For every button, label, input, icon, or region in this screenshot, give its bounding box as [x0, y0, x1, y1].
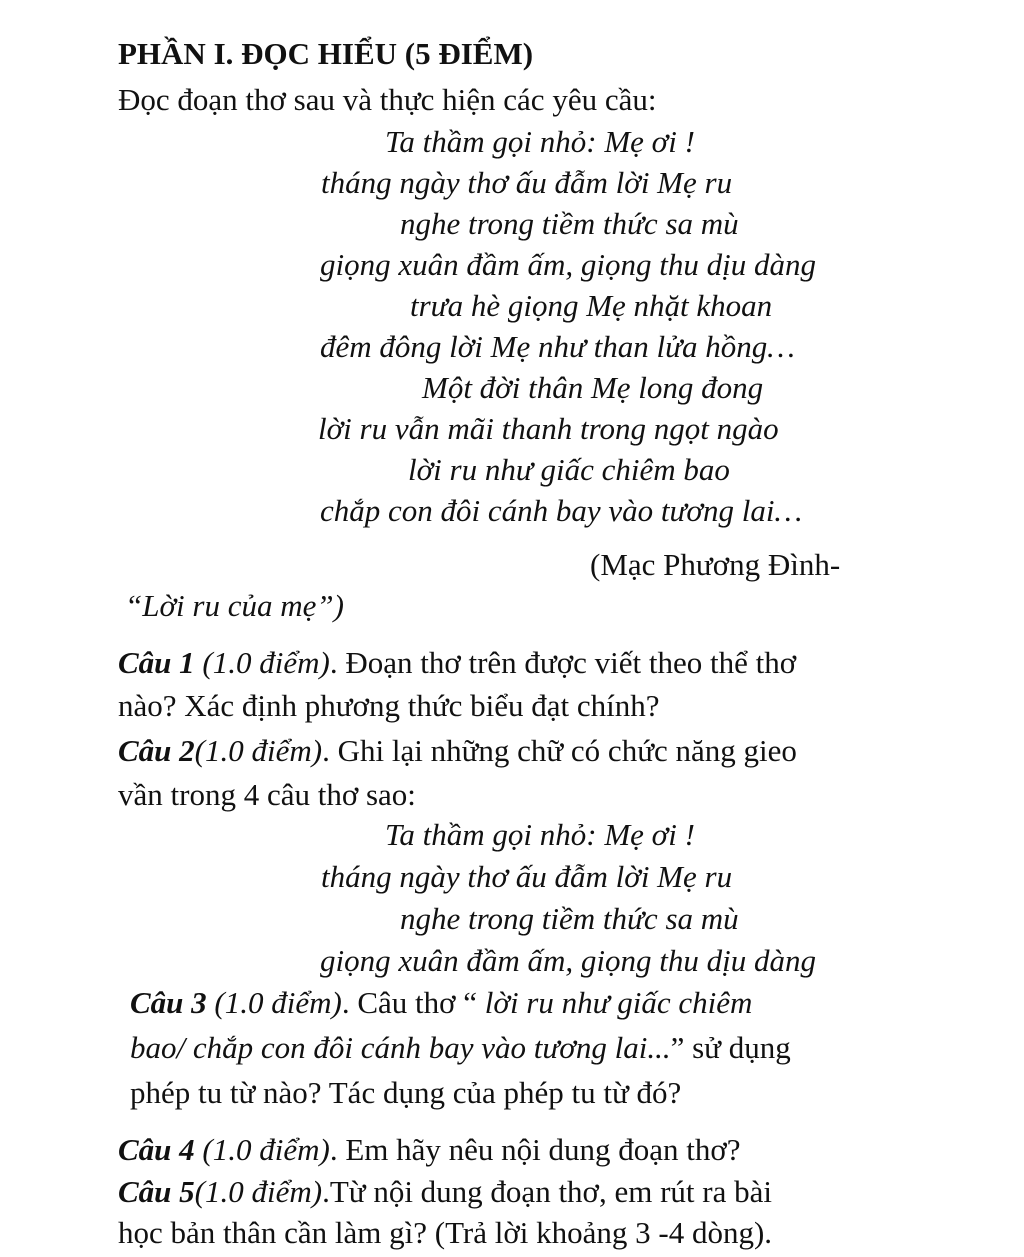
quoted-verse: lời ru như giấc chiêm	[484, 985, 753, 1020]
question-label: Câu 5	[118, 1174, 195, 1209]
question-text: học bản thân cần làm gì? (Trả lời khoảng 3 -4 dòng).	[118, 1215, 773, 1250]
question-text: .Từ nội dung đoạn thơ, em rút ra bài	[322, 1174, 772, 1209]
poem-line: Ta thầm gọi nhỏ: Mẹ ơi !	[385, 817, 695, 852]
poem-line: Ta thầm gọi nhỏ: Mẹ ơi !	[385, 124, 695, 159]
poem-line: nghe trong tiềm thức sa mù	[400, 901, 739, 936]
poem-line: lời ru vẫn mãi thanh trong ngọt ngào	[318, 411, 779, 446]
poem-line: giọng xuân đầm ấm, giọng thu dịu dàng	[320, 943, 816, 978]
poem-line: Một đời thân Mẹ long đong	[422, 370, 764, 405]
poem-line: đêm đông lời Mẹ như than lửa hồng…	[320, 329, 795, 364]
poem-line: trưa hè giọng Mẹ nhặt khoan	[410, 288, 773, 323]
poem-line: tháng ngày thơ ấu đẫm lời Mẹ ru	[321, 859, 733, 894]
instruction-text: Đọc đoạn thơ sau và thực hiện các yêu cầu:	[118, 82, 657, 117]
question-points: (1.0 điểm)	[194, 1174, 323, 1209]
poem-line: tháng ngày thơ ấu đẫm lời Mẹ ru	[321, 165, 733, 200]
question-label: Câu 2	[118, 733, 195, 768]
question-text: vần trong 4 câu thơ sao:	[118, 777, 416, 812]
question-points: (1.0 điểm)	[194, 733, 323, 768]
poem-line: giọng xuân đầm ấm, giọng thu dịu dàng	[320, 247, 816, 282]
question-text: . Đoạn thơ trên được viết theo thể thơ	[329, 645, 797, 680]
question-label: Câu 1	[118, 645, 195, 680]
poem-line: chắp con đôi cánh bay vào tương lai…	[320, 493, 803, 528]
question-text: . Ghi lại những chữ có chức năng gieo	[322, 733, 797, 768]
question-text: ” sử dụng	[670, 1030, 791, 1065]
question-label: Câu 4	[118, 1132, 195, 1167]
question-text: . Em hãy nêu nội dung đoạn thơ?	[329, 1132, 741, 1167]
poem-line: nghe trong tiềm thức sa mù	[400, 206, 739, 241]
section-heading: PHẦN I. ĐỌC HIỂU (5 ĐIỂM)	[118, 36, 534, 71]
question-text: nào? Xác định phương thức biểu đạt chính?	[118, 688, 660, 723]
poem-author: (Mạc Phương Đình-	[590, 547, 841, 582]
poem-line: lời ru như giấc chiêm bao	[408, 452, 730, 487]
question-points: (1.0 điểm)	[206, 985, 342, 1020]
question-text: . Câu thơ “	[341, 985, 485, 1020]
question-points: (1.0 điểm)	[194, 645, 330, 680]
question-label: Câu 3	[130, 985, 207, 1020]
question-points: (1.0 điểm)	[194, 1132, 330, 1167]
quoted-verse: bao/ chắp con đôi cánh bay vào tương lai...	[130, 1030, 671, 1065]
question-text: phép tu từ nào? Tác dụng của phép tu từ đó?	[130, 1075, 682, 1110]
poem-title: “Lời ru của mẹ”)	[125, 588, 344, 623]
